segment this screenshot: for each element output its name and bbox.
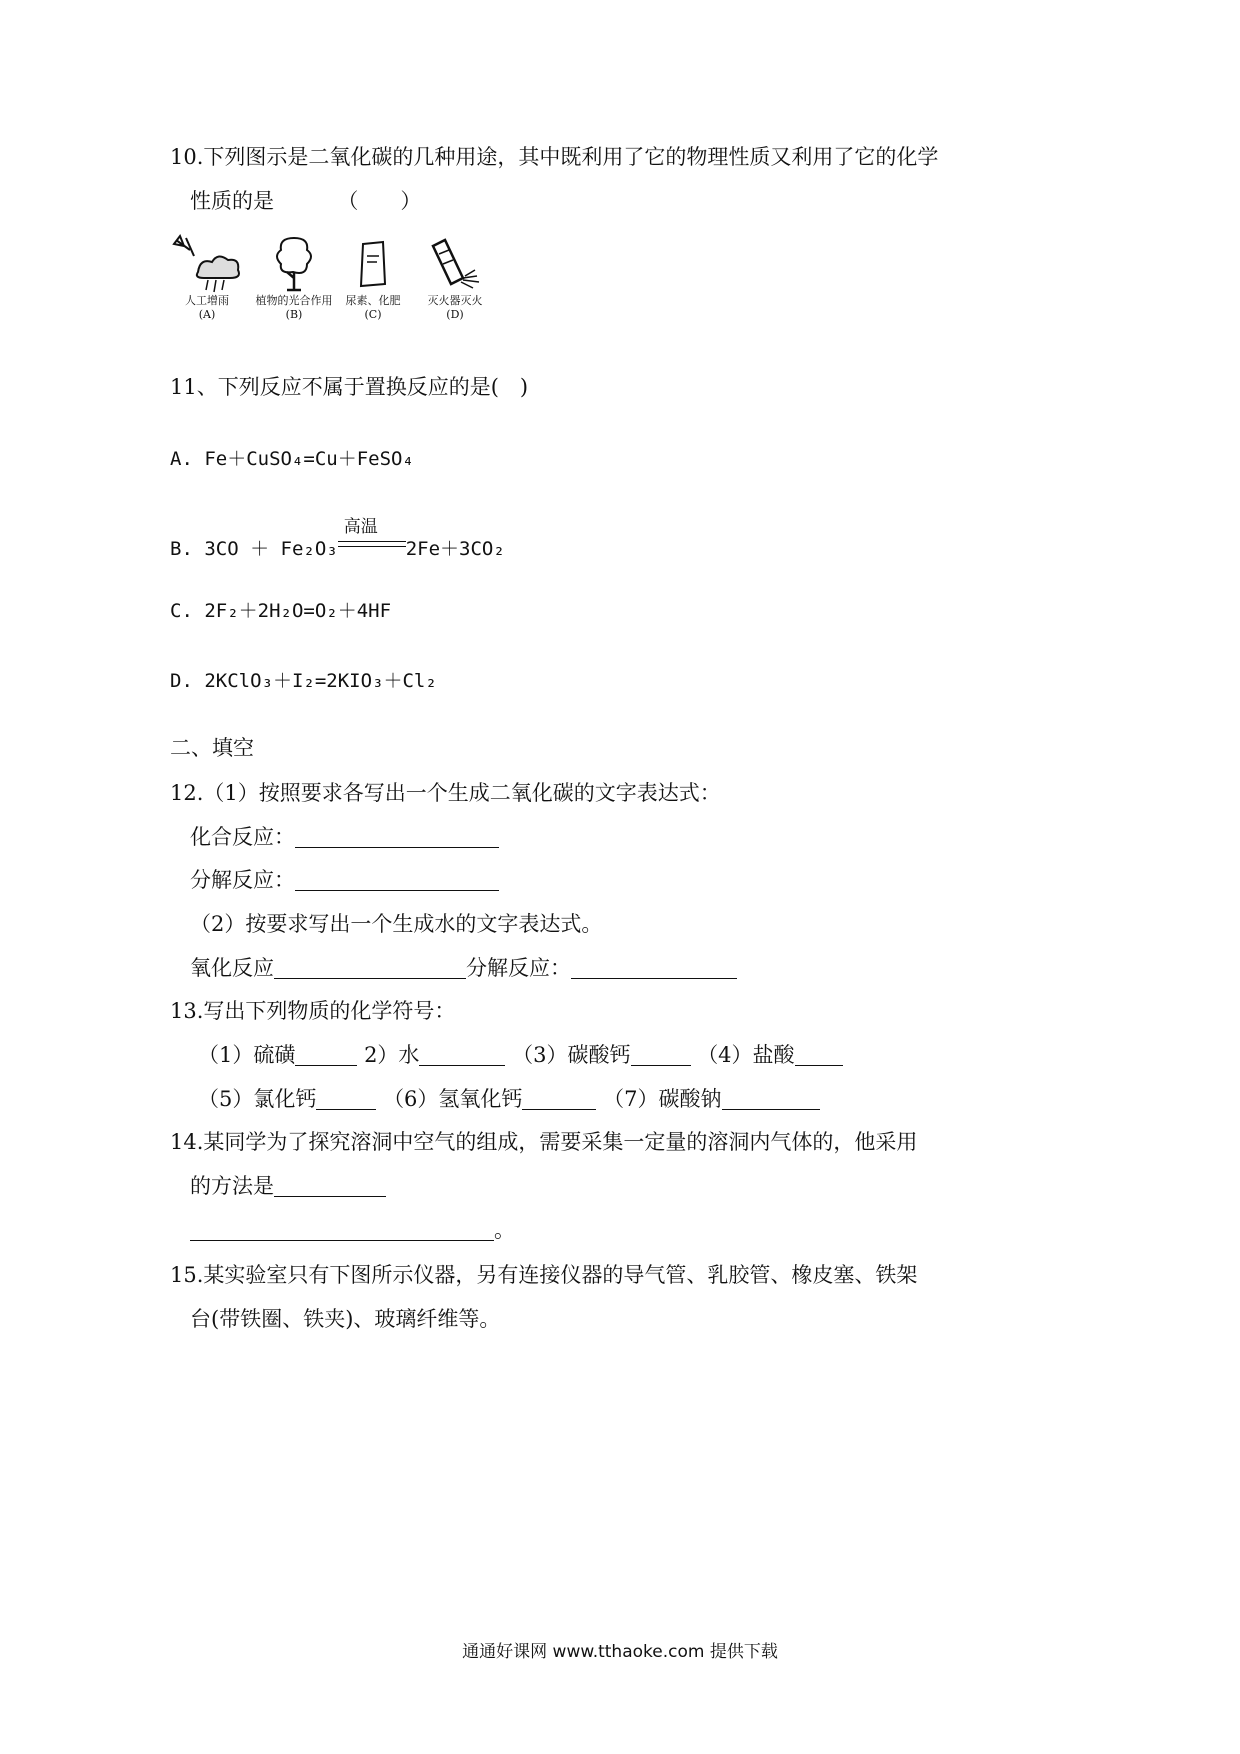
q13-title: 13.写出下列物质的化学符号：: [170, 999, 456, 1023]
answer-blank[interactable]: [571, 956, 737, 979]
answer-blank[interactable]: [274, 1174, 386, 1197]
item-sodium-carbonate: （7）碳酸钠: [603, 1087, 722, 1111]
item-water: 2）水: [364, 1043, 420, 1067]
answer-blank[interactable]: [295, 868, 499, 891]
item-calcium-carbonate: （3）碳酸钙: [512, 1043, 631, 1067]
answer-blank[interactable]: [722, 1087, 820, 1110]
tree-icon: [269, 232, 319, 294]
answer-blank[interactable]: [295, 825, 499, 848]
answer-blank[interactable]: [316, 1087, 376, 1110]
option-b: [170, 517, 505, 563]
figure-a: [168, 232, 246, 322]
figure-b-caption: 植物的光合作用: [255, 294, 333, 307]
q14-line3: [190, 1216, 515, 1244]
q12-water: [190, 954, 737, 982]
q14-line1: 14.某同学为了探究溶洞中空气的组成，需要采集一定量的溶洞内气体的，他采用: [170, 1130, 918, 1154]
condition-label: 高温: [343, 517, 378, 537]
airplane-cloud-icon: [170, 232, 244, 294]
q10-line1: 10.下列图示是二氧化碳的几种用途，其中既利用了它的物理性质又利用了它的化学: [170, 145, 939, 169]
q15-line2: 台(带铁圈、铁夹)、玻璃纤维等。: [190, 1307, 501, 1331]
q12-combination: [190, 823, 499, 851]
decomposition-label-2: 分解反应：: [466, 956, 571, 980]
oxidation-label: 氧化反应: [190, 956, 274, 980]
q13-row1: [198, 1041, 843, 1069]
figure-c: [338, 232, 408, 322]
period: 。: [494, 1218, 515, 1242]
q14-stem-end: 的方法是: [190, 1174, 274, 1198]
option-c: C. 2F₂＋2H₂O=O₂＋4HF: [170, 600, 392, 622]
section-heading: 二、填空: [170, 736, 254, 760]
q12-title: 12.（1）按照要求各写出一个生成二氧化碳的文字表达式：: [170, 781, 721, 805]
option-a: A. Fe＋CuSO₄=Cu＋FeSO₄: [170, 448, 414, 470]
decomposition-label: 分解反应：: [190, 868, 295, 892]
fire-extinguisher-icon: [415, 232, 495, 294]
item-hydrochloric-acid: （4）盐酸: [697, 1043, 795, 1067]
answer-blank[interactable]: [631, 1043, 691, 1066]
figure-b: [250, 232, 338, 322]
figure-d-caption: 灭火器灭火: [427, 294, 483, 307]
q10-line2: [190, 187, 421, 215]
answer-blank[interactable]: [795, 1043, 843, 1066]
option-b-left: B. 3CO ＋ Fe₂O₃: [170, 538, 338, 560]
reaction-condition-arrow: [338, 517, 406, 557]
item-calcium-chloride: （5）氯化钙: [198, 1087, 317, 1111]
option-b-right: 2Fe＋3CO₂: [405, 538, 505, 560]
answer-blank[interactable]: [190, 1218, 494, 1241]
fertilizer-bag-icon: [353, 232, 393, 294]
option-d: D. 2KClO₃＋I₂=2KIO₃＋Cl₂: [170, 670, 437, 692]
figure-d-letter: (D): [446, 308, 464, 321]
answer-paren: （ ）: [337, 189, 422, 213]
q15-line1: 15.某实验室只有下图所示仪器，另有连接仪器的导气管、乳胶管、橡皮塞、铁架: [170, 1263, 918, 1287]
page-footer: 通通好课网 www.tthaoke.com 提供下载: [462, 1642, 778, 1662]
figure-a-letter: (A): [198, 308, 216, 321]
figure-d: [410, 232, 500, 322]
q10-stem-end: 性质的是: [190, 189, 274, 213]
item-sulfur: （1）硫磺: [198, 1043, 296, 1067]
answer-blank[interactable]: [522, 1087, 596, 1110]
q12-decomposition: [190, 866, 499, 894]
answer-blank[interactable]: [295, 1043, 357, 1066]
q11-title: 11、下列反应不属于置换反应的是( ): [170, 375, 529, 399]
q14-line2: [190, 1172, 386, 1200]
answer-blank[interactable]: [274, 956, 466, 979]
figure-c-letter: (C): [364, 308, 382, 321]
figure-b-letter: (B): [285, 308, 303, 321]
answer-blank[interactable]: [419, 1043, 505, 1066]
figure-c-caption: 尿素、化肥: [345, 294, 401, 307]
q13-row2: [198, 1085, 820, 1113]
item-calcium-hydroxide: （6）氢氧化钙: [383, 1087, 523, 1111]
combination-label: 化合反应：: [190, 825, 295, 849]
q12-sub2: （2）按要求写出一个生成水的文字表达式。: [190, 912, 603, 936]
figure-a-caption: 人工增雨: [185, 294, 229, 307]
